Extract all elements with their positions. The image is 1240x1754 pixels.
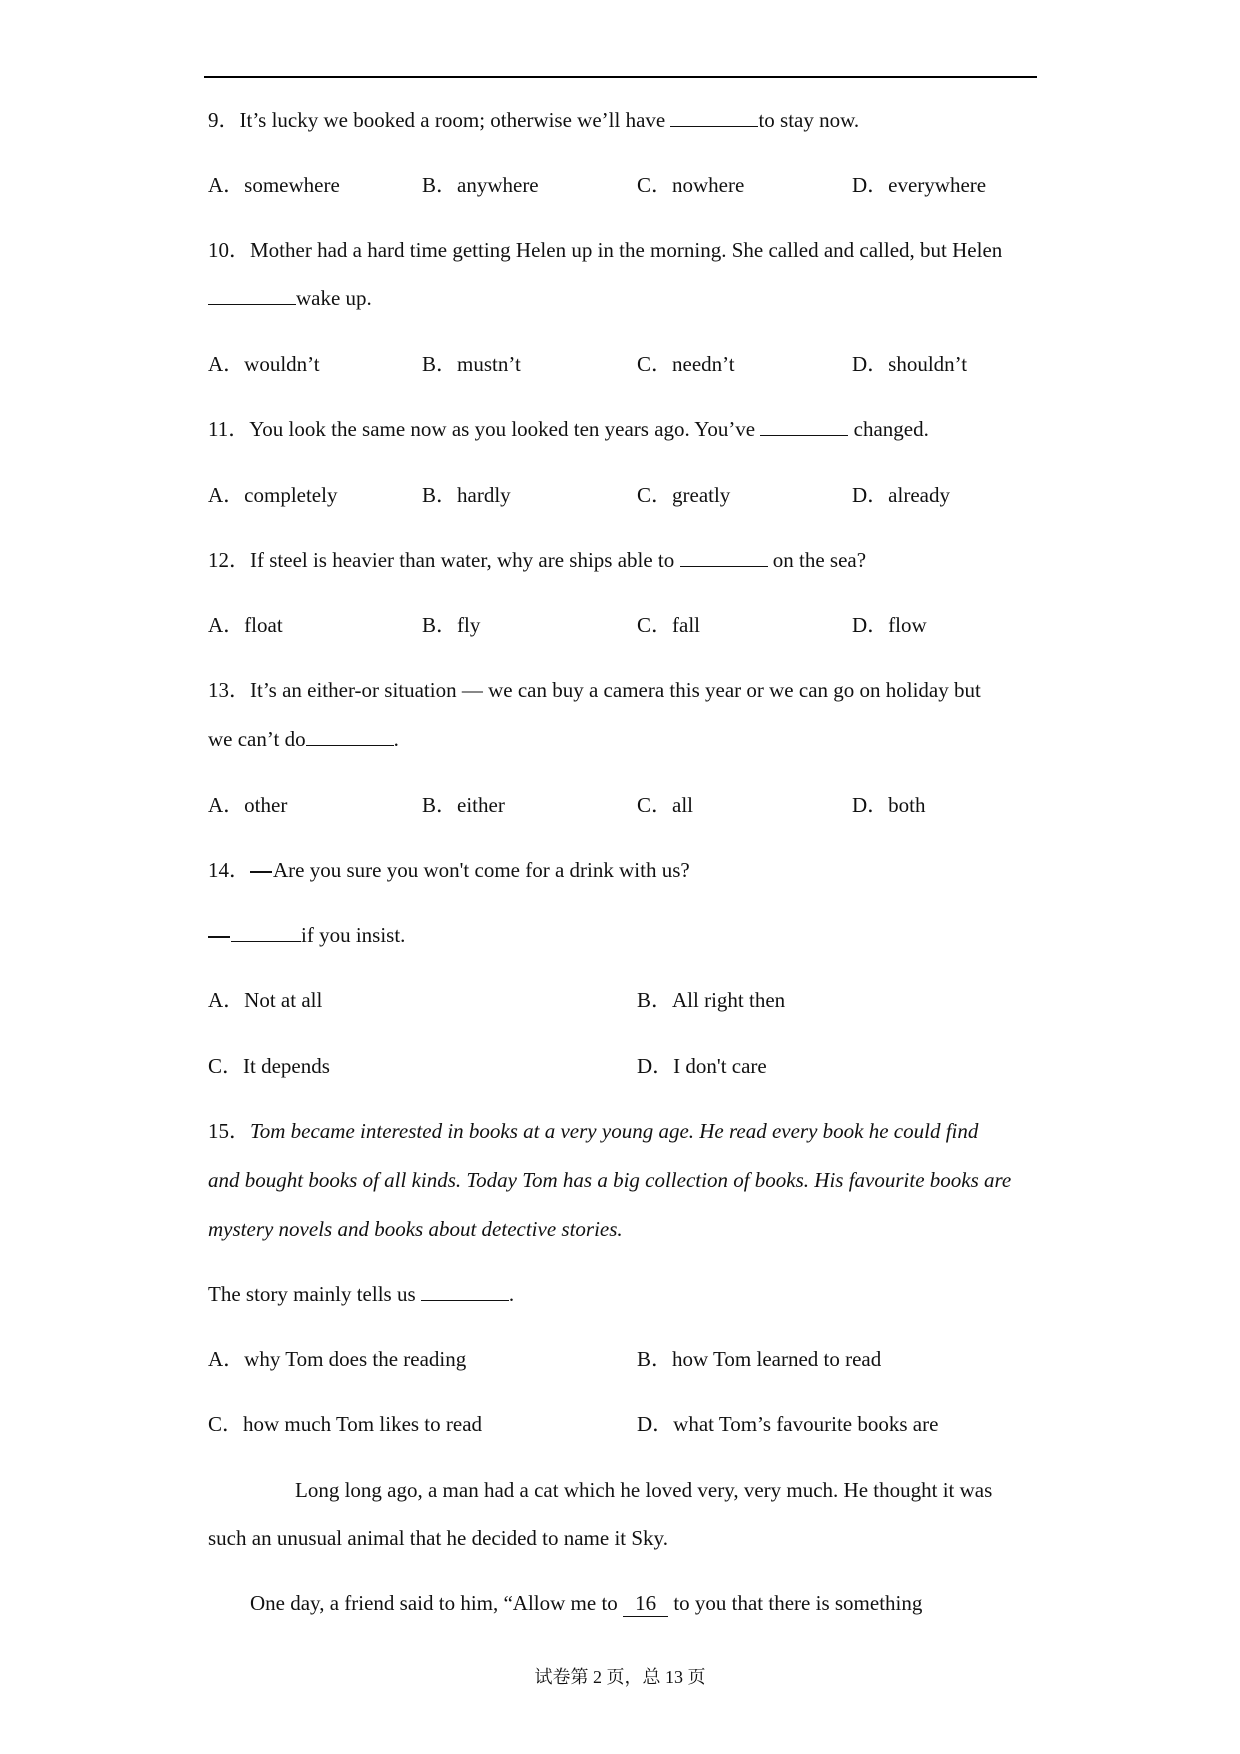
question-13-line-2: we can’t do . — [208, 727, 399, 751]
option-b[interactable]: B．fly — [422, 613, 481, 637]
option-a[interactable]: A．wouldn’t — [208, 352, 320, 376]
question-number: 15． — [208, 1119, 250, 1143]
question-14-line-2: if you insist. — [208, 923, 405, 948]
question-10: 10．Mother had a hard time getting Helen up in the morning. She called and called, but Helen — [208, 238, 1003, 262]
passage-line-3: mystery novels and books about detective stories. — [208, 1217, 623, 1241]
option-d[interactable]: D．both — [852, 793, 926, 817]
option-c[interactable]: C．how much Tom likes to read — [208, 1412, 483, 1436]
answer-blank[interactable] — [231, 923, 301, 942]
option-d[interactable]: D．what Tom’s favourite books are — [637, 1412, 939, 1436]
header-rule — [204, 76, 1037, 78]
cloze-paragraph-2: One day, a friend said to him, “Allow me to 16 to you that there is something — [250, 1591, 922, 1617]
answer-blank[interactable] — [421, 1282, 509, 1301]
option-b[interactable]: B．anywhere — [422, 173, 539, 197]
question-15: 15．Tom became interested in books at a very young age. He read every book he could find — [208, 1119, 979, 1143]
question-11: 11．You look the same now as you looked ten years ago. You’ve changed. — [208, 417, 929, 441]
option-c[interactable]: C．nowhere — [637, 173, 745, 197]
page-footer: 试卷第 2 页，总 13 页 — [534, 1667, 706, 1687]
answer-blank[interactable] — [306, 727, 394, 746]
option-c[interactable]: C．needn’t — [637, 352, 735, 376]
option-c[interactable]: C．greatly — [637, 483, 731, 507]
option-d[interactable]: D．already — [852, 483, 950, 507]
option-d[interactable]: D．shouldn’t — [852, 352, 968, 376]
dialogue-dash — [250, 871, 272, 873]
cloze-paragraph-1-line-2: such an unusual animal that he decided to name it Sky. — [208, 1526, 668, 1550]
question-15-prompt: The story mainly tells us . — [208, 1282, 515, 1306]
question-number: 14． — [208, 858, 250, 882]
option-b[interactable]: B．either — [422, 793, 505, 817]
question-10-line-2: wake up. — [208, 286, 372, 311]
answer-blank[interactable] — [208, 286, 296, 305]
question-9: 9．It’s lucky we booked a room; otherwise we’ll have to stay now. — [208, 108, 860, 132]
question-number: 9． — [208, 108, 240, 132]
option-b[interactable]: B．mustn’t — [422, 352, 521, 376]
option-b[interactable]: B．hardly — [422, 483, 511, 507]
cloze-paragraph-1: Long long ago, a man had a cat which he loved very, very much. He thought it was — [295, 1478, 993, 1502]
option-b[interactable]: B．how Tom learned to read — [637, 1347, 882, 1371]
answer-blank[interactable] — [760, 417, 848, 436]
answer-blank[interactable] — [670, 108, 758, 127]
option-c[interactable]: C．fall — [637, 613, 700, 637]
cloze-blank-16[interactable]: 16 — [623, 1591, 668, 1617]
question-number: 13． — [208, 678, 250, 702]
option-c[interactable]: C．It depends — [208, 1054, 330, 1078]
question-13: 13．It’s an either-or situation — we can buy a camera this year or we can go on holiday but — [208, 678, 981, 702]
option-d[interactable]: D．flow — [852, 613, 927, 637]
option-a[interactable]: A．somewhere — [208, 173, 340, 197]
option-a[interactable]: A．other — [208, 793, 288, 817]
option-c[interactable]: C．all — [637, 793, 693, 817]
option-a[interactable]: A．float — [208, 613, 283, 637]
option-a[interactable]: A．Not at all — [208, 988, 323, 1012]
option-a[interactable]: A．why Tom does the reading — [208, 1347, 467, 1371]
option-d[interactable]: D．I don't care — [637, 1054, 767, 1078]
question-number: 11． — [208, 417, 250, 441]
question-14: 14． Are you sure you won't come for a drink with us? — [208, 858, 690, 882]
question-number: 10． — [208, 238, 250, 262]
answer-blank[interactable] — [680, 548, 768, 567]
option-b[interactable]: B．All right then — [637, 988, 786, 1012]
dialogue-dash — [208, 936, 230, 938]
option-a[interactable]: A．completely — [208, 483, 338, 507]
question-number: 12． — [208, 548, 250, 572]
passage-line-2: and bought books of all kinds. Today Tom has a big collection of books. His favourite books are — [208, 1168, 1012, 1192]
question-12: 12．If steel is heavier than water, why are ships able to on the sea? — [208, 548, 867, 572]
option-d[interactable]: D．everywhere — [852, 173, 987, 197]
